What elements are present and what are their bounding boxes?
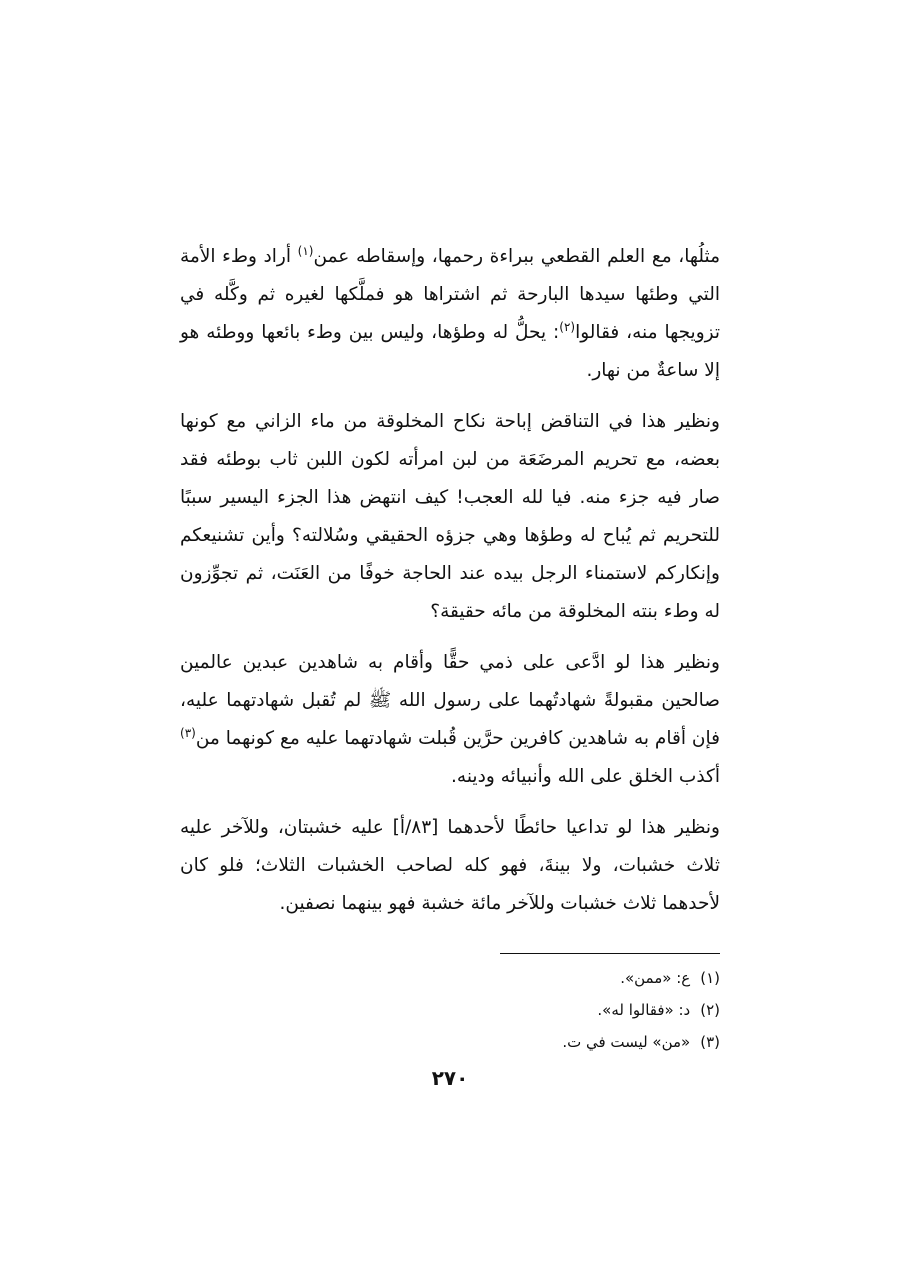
footnotes xyxy=(300,962,720,1058)
footnote-ref-2[interactable]: (٢) xyxy=(559,319,576,334)
footnote-ref-1[interactable]: (١) xyxy=(297,243,314,258)
footnote-text: ع: «ممن». xyxy=(620,969,691,987)
paragraph-1-part-1: مثلُها، مع العلم القطعي ببراءة رحمها، وإسقاطه عمن xyxy=(313,246,720,267)
footnote-text: «من» ليست في ت. xyxy=(562,1033,691,1051)
paragraph-2: ونظير هذا في التناقض إباحة نكاح المخلوقة من ماء الزاني مع كونها بعضه، مع تحريم المرضَعَة من لبن امرأته لكون اللبن ثاب بوطئه فقد صار فيه جزء منه. فيا لله العجب! كيف انتهض هذا الجزء اليسير سببًا للتحريم ثم يُباح له وطؤها وهي جزؤه الحقيقي وسُلالته؟ وأين تشنيعكم وإنكاركم لاستمناء الرجل بيده عند الحاجة خوفًا من العَنَت، ثم تجوِّزون له وطء بنته المخلوقة من مائه حقيقة؟ xyxy=(180,411,720,622)
main-text xyxy=(180,238,720,936)
footnote-number: (١) xyxy=(700,969,720,987)
paragraph-3-part-2: أكذب الخلق على الله وأنبيائه ودينه. xyxy=(451,766,720,787)
footnote-divider xyxy=(500,953,720,954)
footnote-number: (٢) xyxy=(700,1001,720,1019)
footnote-2 xyxy=(300,994,720,1026)
footnote-1 xyxy=(300,962,720,994)
paragraph-1-part-3: : يحلُّ له وطؤها، وليس بين وطء بائعها ووطئه هو إلا ساعةٌ من نهار. xyxy=(180,322,720,381)
footnote-ref-3[interactable]: (٣) xyxy=(180,725,196,740)
paragraph-1-part-2: أراد وطء الأمة التي وطئها سيدها البارحة ثم اشتراها هو فملَّكها لغيره ثم وكَّله في تزويجها منه، فقالوا xyxy=(180,246,720,343)
page-number: ٢٧٠ xyxy=(431,1066,469,1090)
footnote-number: (٣) xyxy=(700,1033,720,1051)
footnote-3 xyxy=(300,1026,720,1058)
paragraph-1 xyxy=(180,238,720,390)
paragraph-3 xyxy=(180,644,720,796)
paragraph-3-part-1: ونظير هذا لو ادَّعى على ذمي حقًّا وأقام به شاهدين عبدين عالمين صالحين مقبولةً شهادتُهما على رسول الله ﷺ لم تُقبل شهادتهما عليه، فإن أقام به شاهدين كافرين حرَّين قُبلت شهادتهما عليه مع كونهما من xyxy=(180,652,720,749)
footnote-text: د: «فقالوا له». xyxy=(597,1001,691,1019)
paragraph-4: ونظير هذا لو تداعيا حائطًا لأحدهما [٨٣/أ] عليه خشبتان، وللآخر عليه ثلاث خشبات، ولا بينةَ، فهو كله لصاحب الخشبات الثلاث؛ فلو كان لأحدهما ثلاث خشبات وللآخر مائة خشبة فهو بينهما نصفين. xyxy=(180,817,720,914)
